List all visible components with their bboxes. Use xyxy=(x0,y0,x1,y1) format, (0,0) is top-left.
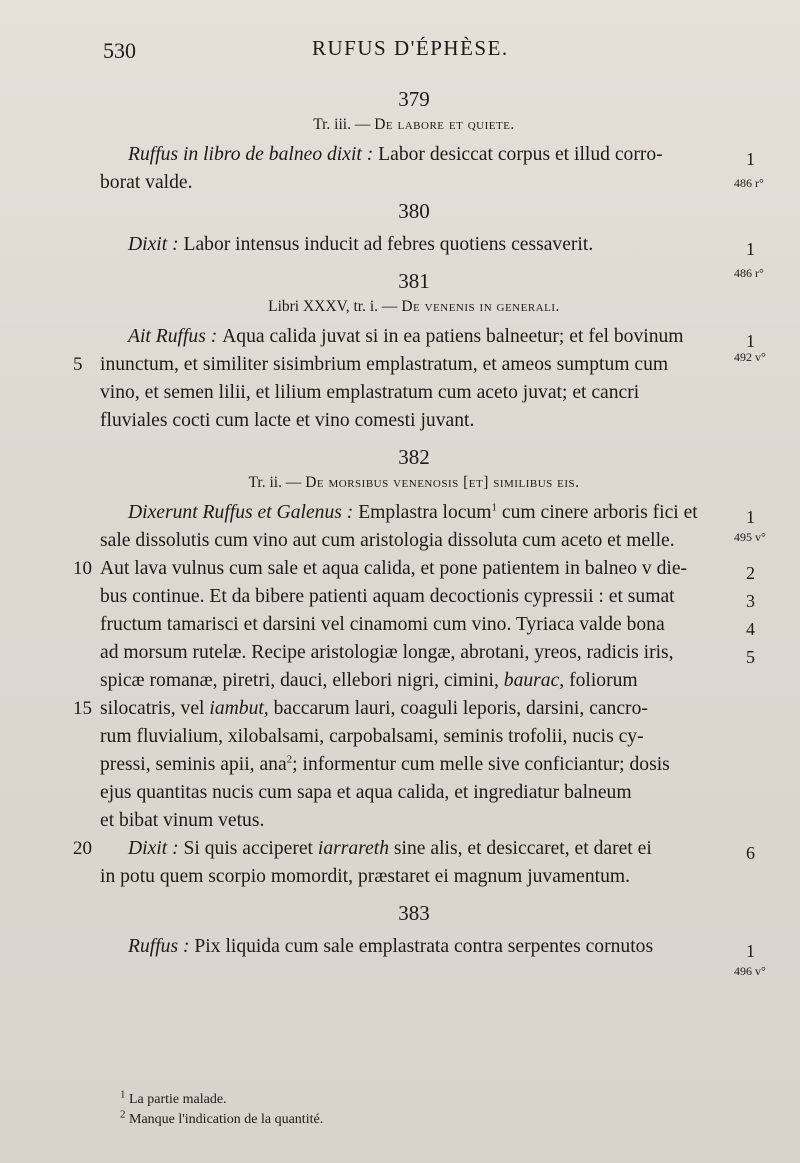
folio-reference: 496 v° xyxy=(734,964,766,978)
margin-number: 1 xyxy=(746,507,755,527)
folio-reference: 495 v° xyxy=(734,530,766,544)
margin-number: 3 xyxy=(746,591,755,611)
margin-number: 2 xyxy=(746,563,755,583)
text-line: pressi, seminis apii, ana$^2$; informentur cum melle sive conficiantur; dosis xyxy=(100,753,670,775)
paragraph-380 xyxy=(100,231,764,280)
text-line: vino, et semen lilii, et lilium emplastratum cum aceto juvat; et cancri xyxy=(100,382,640,403)
section-number-383: 383 xyxy=(398,901,430,925)
margin-number: 5 xyxy=(746,647,755,667)
margin-number: 1 xyxy=(746,941,755,961)
running-head xyxy=(0,36,800,66)
margin-number: 6 xyxy=(746,843,755,863)
footnotes xyxy=(120,1090,323,1130)
line-number: 10 xyxy=(73,558,92,579)
folio-reference: 486 r° xyxy=(734,266,764,280)
text-line: Aut lava vulnus cum sale et aqua calida, et pone patientem in balneo v die- xyxy=(100,558,688,579)
main-text xyxy=(73,85,766,978)
footnote-ref: 1 xyxy=(491,501,498,514)
text-line: Ruffus : Pix liquida cum sale emplastrata contra serpentes cornutos xyxy=(128,936,654,957)
text-line: bus continue. Et da bibere patienti aquam decoctionis cypressii : et sumat xyxy=(100,586,675,607)
footnote-2: $^2$ Manque l'indication de la quantité. xyxy=(120,1108,324,1127)
text-line: fluviales cocti cum lacte et vino comesti juvant. xyxy=(100,410,475,431)
text-line: Dixit : Labor intensus inducit ad febres quotiens cessaverit. xyxy=(128,234,594,255)
text-line: Ait Ruffus : Aqua calida juvat si in ea patiens balneetur; et fel bovinum xyxy=(128,326,684,347)
section-heading-381: Libri XXXV, tr. i. — De venenis in generali. xyxy=(268,298,560,315)
paragraph-379 xyxy=(100,141,764,197)
margin-number: 1 xyxy=(746,239,755,259)
line-number: 5 xyxy=(73,354,83,375)
text-line: ejus quantitas nucis cum sapa et aqua calida, et ingrediatur balneum xyxy=(100,782,632,803)
paragraph-382 xyxy=(73,499,766,891)
text-line: sale dissolutis cum vino aut cum aristologia dissoluta cum aceto et melle. xyxy=(100,530,675,551)
margin-number: 1 xyxy=(746,331,755,351)
text-line: ad morsum rutelæ. Recipe aristologiæ longæ, abrotani, yreos, radicis iris, xyxy=(100,642,674,663)
text-line: Dixerunt Ruffus et Galenus : Emplastra locum$^1$ cum cinere arboris fici et xyxy=(128,501,698,523)
footnote-ref: 2 xyxy=(286,753,293,766)
paragraph-383 xyxy=(100,933,766,978)
page-number: 530 xyxy=(103,38,136,63)
text-line: Ruffus in libro de balneo dixit : Labor desiccat corpus et illud corro- xyxy=(128,144,663,165)
text-line: inunctum, et similiter sisimbrium emplastratum, et ameos sumptum cum xyxy=(100,354,669,375)
text-line: rum fluvialium, xilobalsami, carpobalsami, seminis trofolii, nucis cy- xyxy=(100,726,644,747)
text-line: Dixit : Si quis acciperet iarrareth sine alis, et desiccaret, et daret ei xyxy=(128,838,652,859)
text-line: spicæ romanæ, piretri, dauci, ellebori nigri, cimini, baurac, foliorum xyxy=(100,670,638,691)
text-line: et bibat vinum vetus. xyxy=(100,810,265,831)
text-line: fructum tamarisci et darsini vel cinamomi cum vino. Tyriaca valde bona xyxy=(100,614,665,635)
section-number-380: 380 xyxy=(398,199,430,223)
section-number-381: 381 xyxy=(398,269,430,293)
text-line: borat valde. xyxy=(100,172,193,193)
text-line: in potu quem scorpio momordit, præstaret ei magnum juvamentum. xyxy=(100,866,631,887)
margin-number: 4 xyxy=(746,619,755,639)
section-number-382: 382 xyxy=(398,445,430,469)
running-title: RUFUS D'ÉPHÈSE. xyxy=(312,36,509,60)
margin-number: 1 xyxy=(746,149,755,169)
line-number: 15 xyxy=(73,698,92,719)
section-heading-379: Tr. iii. — De labore et quiete. xyxy=(313,116,515,133)
line-number: 20 xyxy=(73,838,92,859)
folio-reference: 486 r° xyxy=(734,176,764,190)
section-number-379: 379 xyxy=(398,87,430,111)
footnote-1: $^1$ La partie malade. xyxy=(120,1088,227,1107)
text-line: silocatris, vel iambut, baccarum lauri, coaguli leporis, darsini, cancro- xyxy=(100,698,648,719)
section-heading-382: Tr. ii. — De morsibus venenosis [et] similibus eis. xyxy=(248,474,580,491)
paragraph-381 xyxy=(73,323,766,435)
folio-reference: 492 v° xyxy=(734,350,766,364)
